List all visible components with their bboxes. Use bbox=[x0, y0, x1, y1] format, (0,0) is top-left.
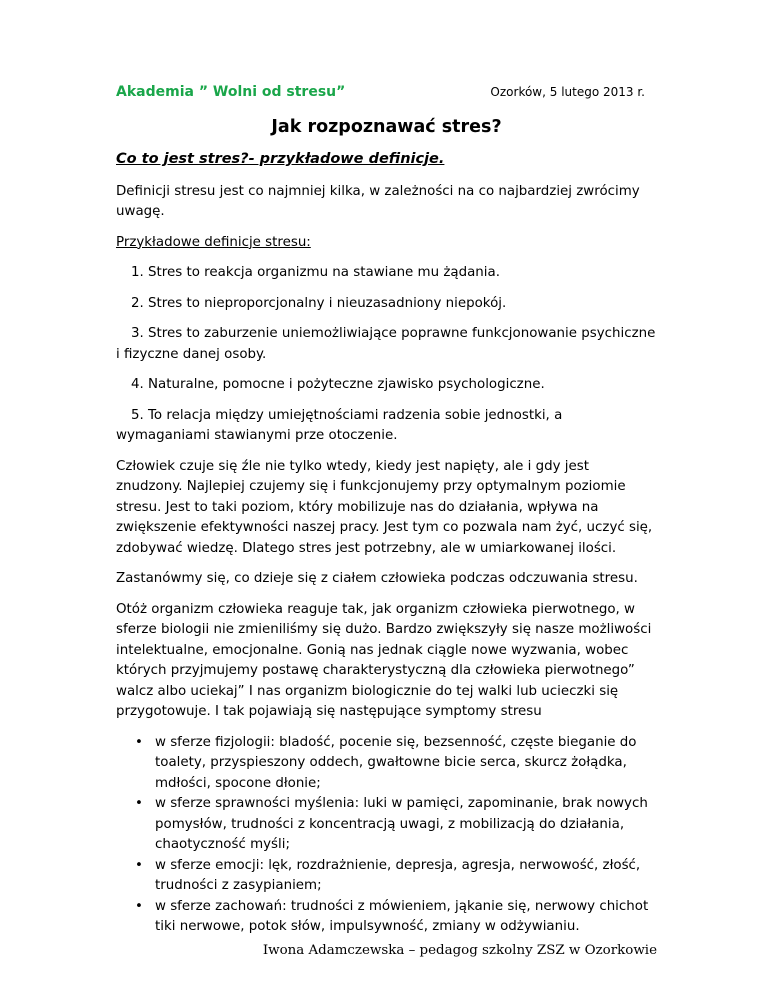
bullet-icon: • bbox=[135, 796, 143, 811]
definitions-list bbox=[116, 263, 657, 447]
body-paragraph-3: Otóż organizm człowieka reaguje tak, jak organizm człowieka pierwotnego, w sferze biologii nie zmieniliśmy się dużo. Bardzo zwiększyły się nasze możliwości intelektualne, emocjonalne. Gonią nas jednak ciągle nowe wyzwania, wobec których przyjmujemy postawę charakterystyczną dla człowieka pierwotnego” walcz albo uciekaj” I nas organizm biologicznie do tej walki lub ucieczki się przygotowuje. I tak pojawiają się następujące symptomy stresu bbox=[116, 601, 652, 719]
symptom-text: w sferze zachowań: trudności z mówieniem, jąkanie się, nerwowy chichot tiki nerwowe, potok słów, impulsywność, zmiany w odżywianiu. bbox=[155, 898, 649, 934]
definition-item: 3. Stres to zaburzenie uniemożliwiające poprawne funkcjonowanie psychiczne i fizyczne danej osoby. bbox=[116, 326, 656, 362]
symptom-item bbox=[135, 856, 657, 897]
symptom-text: w sferze fizjologii: bladość, pocenie się, bezsenność, częste bieganie do toalety, przyspieszony oddech, gwałtowne bicie serca, skurcz żołądka, mdłości, spocone dłonie; bbox=[155, 734, 637, 791]
definitions-heading: Przykładowe definicje stresu: bbox=[116, 234, 311, 250]
symptom-text: w sferze emocji: lęk, rozdrażnienie, depresja, agresja, nerwowość, złość, trudności z zasypianiem; bbox=[155, 857, 641, 893]
definition-item: 1. Stres to reakcja organizmu na stawiane mu żądania. bbox=[131, 265, 500, 280]
document-footer: Iwona Adamczewska – pedagog szkolny ZSZ w Ozorkowie bbox=[262, 942, 657, 958]
body-paragraph-2: Zastanówmy się, co dzieje się z ciałem człowieka podczas odczuwania stresu. bbox=[116, 571, 638, 586]
organization-name: Akademia ” Wolni od stresu” bbox=[116, 84, 346, 100]
bullet-icon: • bbox=[135, 734, 143, 750]
definition-item: 2. Stres to nieproporcjonalny i nieuzasadniony niepokój. bbox=[131, 295, 507, 311]
symptom-item bbox=[135, 733, 657, 795]
bullet-icon: • bbox=[135, 898, 143, 914]
definition-item: 5. To relacja między umiejętnościami radzenia sobie jednostki, a wymaganiami stawianymi prze otoczenie. bbox=[116, 407, 563, 443]
symptoms-list bbox=[116, 733, 657, 938]
definition-item: 4. Naturalne, pomocne i pożyteczne zjawisko psychologiczne. bbox=[131, 377, 545, 392]
intro-paragraph: Definicji stresu jest co najmniej kilka, w zależności na co najbardziej zwrócimy uwagę. bbox=[116, 183, 640, 219]
body-paragraph-1: Człowiek czuje się źle nie tylko wtedy, kiedy jest napięty, ale i gdy jest znudzony. Najlepiej czujemy się i funkcjonujemy przy optymalnym poziomie stresu. Jest to taki poziom, który mobilizuje nas do działania, wpływa na zwiększenie efektywności naszej pracy. Jest tym co pozwala nam żyć, uczyć się, zdobywać wiedzę. Dlatego stres jest potrzebny, ale w umiarkowanej ilości. bbox=[116, 458, 653, 556]
section-subtitle: Co to jest stres?- przykładowe definicje. bbox=[116, 151, 445, 167]
symptom-item bbox=[135, 794, 657, 856]
document-header bbox=[116, 82, 657, 103]
document-title: Jak rozpoznawać stres? bbox=[271, 116, 502, 137]
symptom-item bbox=[135, 897, 657, 938]
bullet-icon: • bbox=[135, 857, 143, 873]
place-date: Ozorków, 5 lutego 2013 r. bbox=[490, 85, 645, 99]
symptom-text: w sferze sprawności myślenia: luki w pamięci, zapominanie, brak nowych pomysłów, trudności z koncentracją uwagi, z mobilizacją do działania, chaotyczność myśli; bbox=[155, 796, 648, 852]
